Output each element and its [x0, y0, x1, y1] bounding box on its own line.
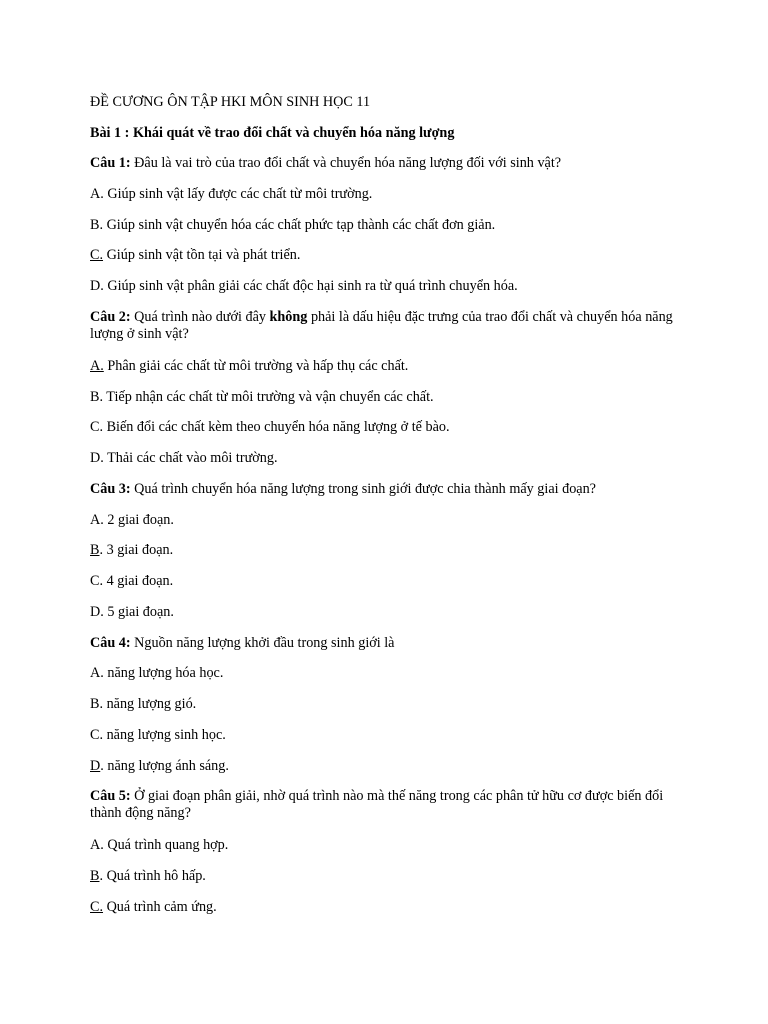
option-letter: A. [90, 512, 104, 528]
option-4b [90, 696, 690, 713]
option-letter: C. [90, 727, 104, 743]
option-2d [90, 450, 690, 467]
option-text: Giúp sinh vật phân giải các chất độc hại sinh ra từ quá trình chuyển hóa. [103, 278, 518, 294]
option-letter: D. [90, 278, 104, 294]
option-letter: A. [90, 837, 104, 853]
question-text-before: Quá trình nào dưới đây [130, 309, 270, 325]
option-letter-correct: C. [90, 247, 104, 263]
question-5 [90, 788, 685, 822]
question-label: Câu 3: [90, 481, 131, 497]
option-letter-suffix: . [99, 542, 104, 558]
option-text: năng lượng gió. [103, 696, 197, 712]
question-3 [90, 481, 690, 498]
option-text: Quá trình quang hợp. [103, 837, 229, 853]
option-5a [90, 837, 690, 854]
option-letter: C. [90, 573, 104, 589]
option-letter-correct: D [90, 758, 101, 774]
option-letter-correct: A. [90, 358, 104, 374]
question-text: Quá trình chuyển hóa năng lượng trong sinh giới được chia thành mấy giai đoạn? [130, 481, 596, 497]
option-text: 2 giai đoạn. [103, 512, 174, 528]
option-3d [90, 604, 690, 621]
option-letter-correct: B [90, 542, 100, 558]
option-letter-correct: B [90, 868, 100, 884]
option-letter: B. [90, 217, 104, 233]
option-letter: D. [90, 450, 104, 466]
option-text: năng lượng hóa học. [103, 665, 224, 681]
option-1a [90, 186, 690, 203]
lesson-heading: Bài 1 : Khái quát về trao đổi chất và chuyển hóa năng lượng [90, 125, 455, 141]
question-text: Nguồn năng lượng khởi đầu trong sinh giới là [130, 635, 395, 651]
option-4a [90, 665, 690, 682]
option-text: 5 giai đoạn. [103, 604, 174, 620]
option-letter: A. [90, 186, 104, 202]
option-letter: D. [90, 604, 104, 620]
option-text: năng lượng sinh học. [103, 727, 226, 743]
option-3c [90, 573, 690, 590]
option-letter: C. [90, 419, 104, 435]
option-2a [90, 358, 690, 375]
option-text: Quá trình cảm ứng. [103, 899, 217, 915]
option-5b [90, 868, 690, 885]
option-text: Biến đổi các chất kèm theo chuyển hóa năng lượng ở tế bào. [103, 419, 450, 435]
option-letter-underlined: C. [90, 899, 104, 915]
option-text: 4 giai đoạn. [103, 573, 174, 589]
option-2c [90, 419, 690, 436]
option-3b [90, 542, 690, 559]
option-5c [90, 899, 690, 916]
option-text: 3 giai đoạn. [103, 542, 174, 558]
question-text: Đâu là vai trò của trao đổi chất và chuyển hóa năng lượng đối với sinh vật? [130, 155, 562, 171]
option-letter: B. [90, 696, 104, 712]
option-1d [90, 278, 690, 295]
option-letter-suffix: . [100, 758, 104, 774]
question-label: Câu 1: [90, 155, 131, 171]
option-text: Giúp sinh vật lấy được các chất từ môi trường. [103, 186, 373, 202]
option-letter: B. [90, 389, 104, 405]
question-text-after: phải là dấu hiệu đặc trưng của trao đổi chất và chuyển hóa năng lượng ở sinh vật? [90, 309, 673, 342]
question-label: Câu 5: [90, 788, 131, 804]
question-text-emphasis: không [269, 309, 308, 325]
option-text: Giúp sinh vật chuyển hóa các chất phức tạp thành các chất đơn giản. [103, 217, 496, 233]
question-1 [90, 155, 690, 172]
question-2 [90, 309, 685, 343]
option-text: Thải các chất vào môi trường. [103, 450, 278, 466]
option-text: Giúp sinh vật tồn tại và phát triển. [103, 247, 301, 263]
option-text: Quá trình hô hấp. [103, 868, 206, 884]
option-1b [90, 217, 690, 234]
question-4 [90, 635, 690, 652]
question-label: Câu 2: [90, 309, 131, 325]
option-letter: A. [90, 665, 104, 681]
option-text: Phân giải các chất từ môi trường và hấp thụ các chất. [103, 358, 409, 374]
question-text: Ở giai đoạn phân giải, nhờ quá trình nào mà thế năng trong các phân tử hữu cơ được biến đổi thành động năng? [90, 788, 664, 821]
question-label: Câu 4: [90, 635, 131, 651]
option-text: năng lượng ánh sáng. [103, 758, 229, 774]
option-letter-suffix: . [99, 868, 104, 884]
option-1c [90, 247, 690, 264]
option-4c [90, 727, 690, 744]
option-4d [90, 758, 690, 775]
document-title: ĐỀ CƯƠNG ÔN TẬP HKI MÔN SINH HỌC 11 [90, 94, 371, 110]
option-text: Tiếp nhận các chất từ môi trường và vận chuyển các chất. [103, 389, 434, 405]
option-2b [90, 389, 690, 406]
option-3a [90, 512, 690, 529]
